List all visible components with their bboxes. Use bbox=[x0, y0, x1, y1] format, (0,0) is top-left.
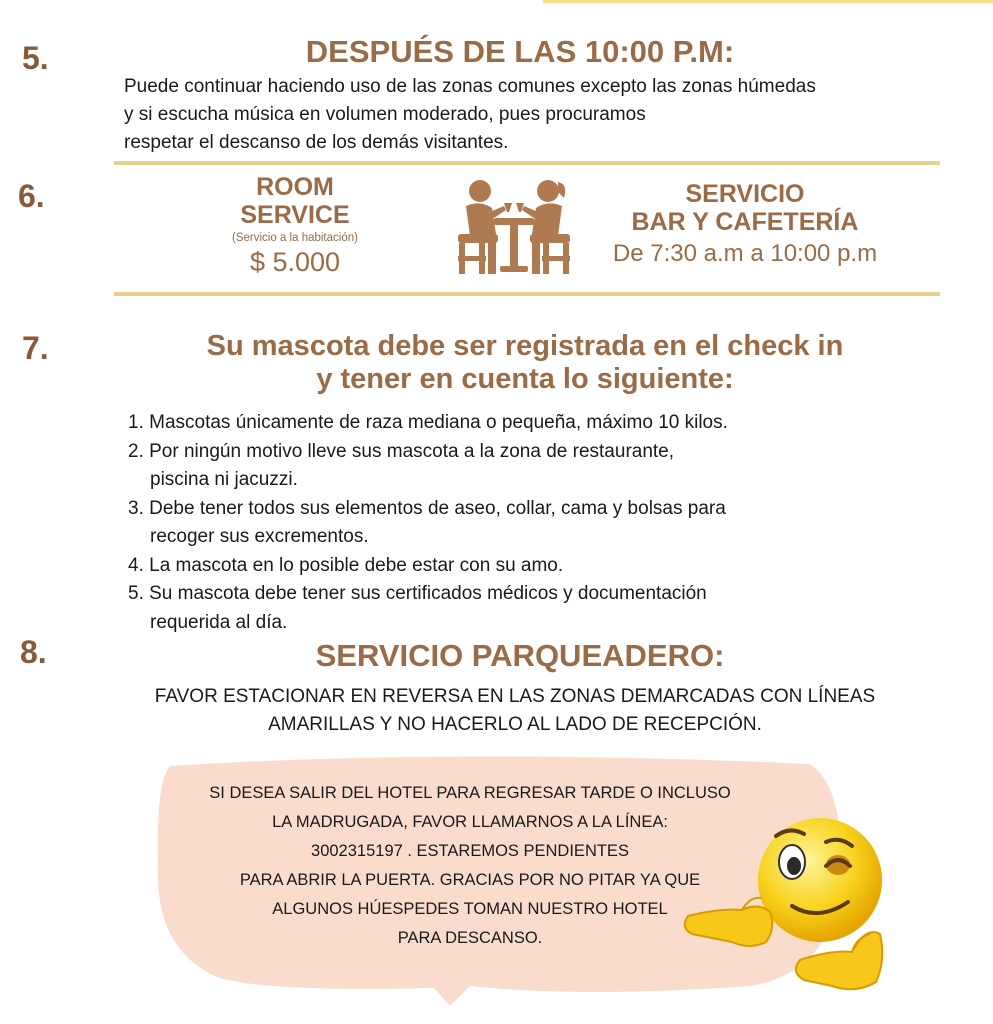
list-item: requerida al día. bbox=[150, 611, 288, 633]
notice-line: LA MADRUGADA, FAVOR LLAMARNOS A LA LÍNEA: bbox=[272, 813, 668, 831]
section-6-number: 6. bbox=[18, 178, 45, 214]
bar-title: BAR Y CAFETERÍA bbox=[631, 208, 859, 236]
list-item: 4. La mascota en lo posible debe estar con su amo. bbox=[128, 554, 564, 576]
list-item: piscina ni jacuzzi. bbox=[150, 469, 298, 490]
top-accent-line bbox=[543, 0, 993, 3]
divider bbox=[114, 161, 940, 165]
section-5-text bbox=[124, 73, 816, 157]
list-item: recoger sus excrementos. bbox=[150, 526, 369, 547]
section-7-title bbox=[120, 330, 930, 396]
section-5-number: 5. bbox=[22, 40, 49, 76]
room-service-price: $ 5.000 bbox=[249, 247, 341, 277]
notice-line: PARA DESCANSO. bbox=[397, 929, 543, 947]
room-service-title: SERVICE bbox=[240, 201, 350, 229]
section-7-title-line: Su mascota debe ser registrada en el check in bbox=[206, 330, 844, 362]
bar-block bbox=[600, 180, 890, 272]
list-item: 5. Su mascota debe tener sus certificados médicos y documentación bbox=[128, 583, 707, 604]
notice-line: SI DESEA SALIR DEL HOTEL PARA REGRESAR TARDE O INCLUSO bbox=[209, 784, 731, 802]
list-item: 1. Mascotas únicamente de raza mediana o pequeña, máximo 10 kilos. bbox=[128, 412, 728, 433]
divider bbox=[114, 292, 940, 296]
section-8-text bbox=[110, 683, 920, 739]
room-service-subtitle: (Servicio a la habitación) bbox=[232, 232, 358, 244]
list-item: 2. Por ningún motivo lleve sus mascota a la zona de restaurante, bbox=[128, 440, 675, 462]
section-5-line: Puede continuar haciendo uso de las zonas comunes excepto las zonas húmedas bbox=[124, 76, 816, 97]
notice-line: 3002315197 . ESTAREMOS PENDIENTES bbox=[311, 842, 629, 860]
section-8-line: FAVOR ESTACIONAR EN REVERSA EN LAS ZONAS DEMARCADAS CON LÍNEAS bbox=[154, 686, 876, 707]
bar-hours: De 7:30 a.m a 10:00 p.m bbox=[612, 240, 878, 267]
pet-rules-list bbox=[128, 409, 728, 637]
notice-line: ALGUNOS HÚESPEDES TOMAN NUESTRO HOTEL bbox=[272, 900, 668, 918]
notice-line: PARA ABRIR LA PUERTA. GRACIAS POR NO PITAR YA QUE bbox=[239, 871, 701, 889]
winking-emoji-icon bbox=[680, 810, 890, 1000]
section-5-line: respetar el descanso de los demás visitantes. bbox=[124, 132, 509, 153]
section-8-number: 8. bbox=[20, 634, 47, 670]
room-service-block bbox=[200, 173, 390, 277]
section-5-line: y si escucha música en volumen moderado, pues procuramos bbox=[124, 104, 646, 125]
section-8-line: AMARILLAS Y NO HACERLO AL LADO DE RECEPCIÓN. bbox=[268, 714, 762, 735]
section-7-title-line: y tener en cuenta lo siguiente: bbox=[316, 363, 734, 395]
section-7-number: 7. bbox=[22, 330, 49, 366]
section-8-title: SERVICIO PARQUEADERO: bbox=[315, 638, 725, 673]
list-item: 3. Debe tener todos sus elementos de aseo, collar, cama y bolsas para bbox=[128, 497, 726, 519]
bar-title: SERVICIO bbox=[685, 180, 805, 208]
cafe-table-icon bbox=[452, 176, 576, 280]
section-5-title: DESPUÉS DE LAS 10:00 P.M: bbox=[305, 34, 735, 69]
room-service-title: ROOM bbox=[256, 173, 334, 201]
